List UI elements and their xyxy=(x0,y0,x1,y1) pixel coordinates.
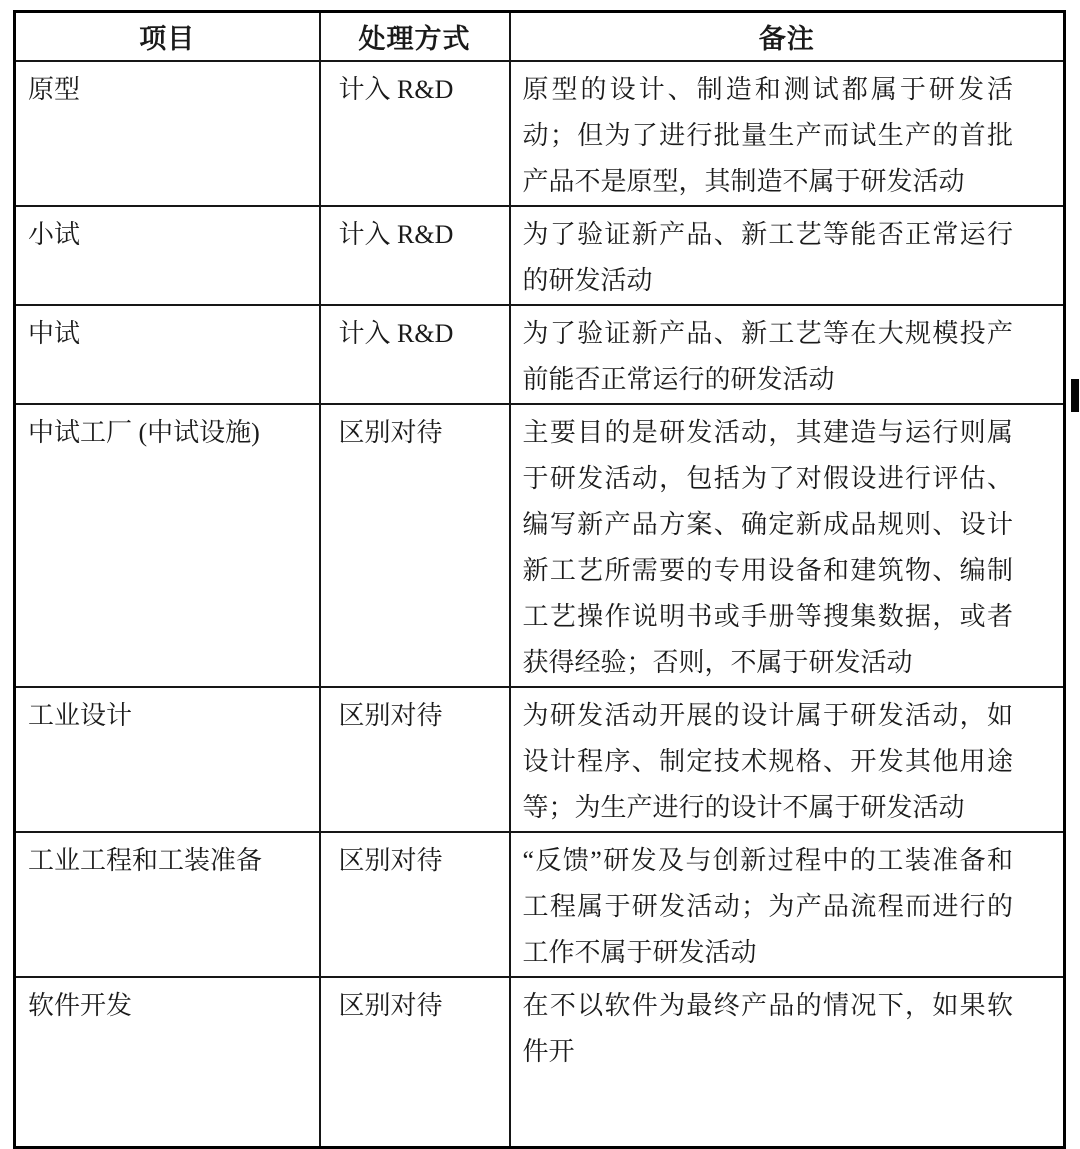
scrollbar-thumb[interactable] xyxy=(1071,379,1079,412)
item-cell: 中试工厂 (中试设施) xyxy=(15,404,320,687)
item-cell: 小试 xyxy=(15,206,320,305)
treatment-cell: 区别对待 xyxy=(320,832,510,977)
table-row xyxy=(15,404,1065,687)
item-cell: 原型 xyxy=(15,61,320,206)
note-cell: 主要目的是研发活动，其建造与运行则属于研发活动，包括为了对假设进行评估、编写新产品方案、确定新成品规则、设计新工艺所需要的专用设备和建筑物、编制工艺操作说明书或手册等搜集数据，或者获得经验；否则，不属于研发活动 xyxy=(510,404,1065,687)
treatment-cell: 计入 R&D xyxy=(320,305,510,404)
item-cell: 中试 xyxy=(15,305,320,404)
column-header-item: 项目 xyxy=(15,12,320,62)
treatment-cell: 计入 R&D xyxy=(320,61,510,206)
note-cell: “反馈”研发及与创新过程中的工装准备和工程属于研发活动；为产品流程而进行的工作不属于研发活动 xyxy=(510,832,1065,977)
note-cell: 为了验证新产品、新工艺等在大规模投产前能否正常运行的研发活动 xyxy=(510,305,1065,404)
table-row xyxy=(15,61,1065,206)
item-cell: 工业设计 xyxy=(15,687,320,832)
rd-treatment-table xyxy=(13,10,1066,1149)
table-row xyxy=(15,977,1065,1147)
column-header-note: 备注 xyxy=(510,12,1065,62)
treatment-cell: 计入 R&D xyxy=(320,206,510,305)
treatment-cell: 区别对待 xyxy=(320,404,510,687)
rd-treatment-table-container xyxy=(13,10,1066,1066)
column-header-treatment: 处理方式 xyxy=(320,12,510,62)
table-row xyxy=(15,206,1065,305)
note-cell: 为研发活动开展的设计属于研发活动，如设计程序、制定技术规格、开发其他用途等；为生产进行的设计不属于研发活动 xyxy=(510,687,1065,832)
treatment-cell: 区别对待 xyxy=(320,687,510,832)
header-row xyxy=(15,12,1065,62)
item-cell: 软件开发 xyxy=(15,977,320,1147)
item-cell: 工业工程和工装准备 xyxy=(15,832,320,977)
table-row xyxy=(15,832,1065,977)
note-cell: 在不以软件为最终产品的情况下，如果软件开 xyxy=(510,977,1065,1147)
table-row xyxy=(15,687,1065,832)
treatment-cell: 区别对待 xyxy=(320,977,510,1147)
note-cell: 原型的设计、制造和测试都属于研发活动；但为了进行批量生产而试生产的首批产品不是原型，其制造不属于研发活动 xyxy=(510,61,1065,206)
table-row xyxy=(15,305,1065,404)
note-cell: 为了验证新产品、新工艺等能否正常运行的研发活动 xyxy=(510,206,1065,305)
